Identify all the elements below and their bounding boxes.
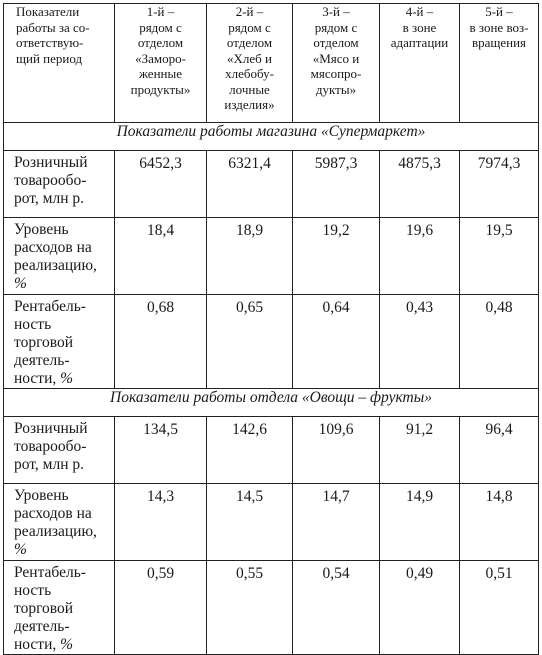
section-title: Показатели работы отдела «Овощи – фрукты» bbox=[4, 389, 539, 417]
table-row bbox=[4, 151, 539, 218]
cell-value: 6321,4 bbox=[207, 151, 293, 218]
row-label: Рентабель-ность торговой деятель-ности, % bbox=[4, 295, 115, 389]
cell-value: 0,49 bbox=[380, 561, 460, 655]
cell-value: 0,64 bbox=[293, 295, 380, 389]
cell-value: 18,9 bbox=[207, 218, 293, 295]
cell-value: 0,59 bbox=[115, 561, 207, 655]
cell-value: 142,6 bbox=[207, 417, 293, 484]
cell-value: 134,5 bbox=[115, 417, 207, 484]
cell-value: 14,3 bbox=[115, 484, 207, 561]
cell-value: 14,9 bbox=[380, 484, 460, 561]
header-col-5: 5-й – в зоне воз- вращения bbox=[460, 4, 539, 123]
row-label: Уровень расходов на реализацию, % bbox=[4, 484, 115, 561]
cell-value: 7974,3 bbox=[460, 151, 539, 218]
cell-value: 0,54 bbox=[293, 561, 380, 655]
header-col-2: 2-й – рядом с отделом «Хлеб и хлебобу- лочные изделия» bbox=[207, 4, 293, 123]
cell-value: 0,55 bbox=[207, 561, 293, 655]
section-row-vegetables bbox=[4, 389, 539, 417]
cell-value: 0,65 bbox=[207, 295, 293, 389]
section-title: Показатели работы магазина «Супермаркет» bbox=[4, 123, 539, 151]
row-label: Рентабель-ность торговой деятель-ности, % bbox=[4, 561, 115, 655]
cell-value: 4875,3 bbox=[380, 151, 460, 218]
table-row bbox=[4, 218, 539, 295]
cell-value: 19,2 bbox=[293, 218, 380, 295]
table-row bbox=[4, 295, 539, 389]
header-indicator: Показатели работы за со- ответствую- щий период bbox=[4, 4, 115, 123]
row-label: Уровень расходов на реализацию, % bbox=[4, 218, 115, 295]
table-header-row bbox=[4, 4, 539, 123]
cell-value: 18,4 bbox=[115, 218, 207, 295]
section-row-supermarket bbox=[4, 123, 539, 151]
cell-value: 96,4 bbox=[460, 417, 539, 484]
header-col-4: 4-й – в зоне адаптации bbox=[380, 4, 460, 123]
indicators-table bbox=[3, 3, 539, 655]
cell-value: 19,6 bbox=[380, 218, 460, 295]
row-label: Розничный товарообо-рот, млн р. bbox=[4, 151, 115, 218]
cell-value: 109,6 bbox=[293, 417, 380, 484]
cell-value: 0,43 bbox=[380, 295, 460, 389]
cell-value: 0,48 bbox=[460, 295, 539, 389]
cell-value: 14,8 bbox=[460, 484, 539, 561]
cell-value: 14,5 bbox=[207, 484, 293, 561]
cell-value: 5987,3 bbox=[293, 151, 380, 218]
cell-value: 0,68 bbox=[115, 295, 207, 389]
table-row bbox=[4, 484, 539, 561]
header-col-1: 1-й – рядом с отделом «Заморо- женные продукты» bbox=[115, 4, 207, 123]
cell-value: 14,7 bbox=[293, 484, 380, 561]
header-col-3: 3-й – рядом с отделом «Мясо и мясопро- дукты» bbox=[293, 4, 380, 123]
table-row bbox=[4, 417, 539, 484]
row-label: Розничный товарообо-рот, млн р. bbox=[4, 417, 115, 484]
cell-value: 0,51 bbox=[460, 561, 539, 655]
table-row bbox=[4, 561, 539, 655]
cell-value: 6452,3 bbox=[115, 151, 207, 218]
cell-value: 91,2 bbox=[380, 417, 460, 484]
cell-value: 19,5 bbox=[460, 218, 539, 295]
